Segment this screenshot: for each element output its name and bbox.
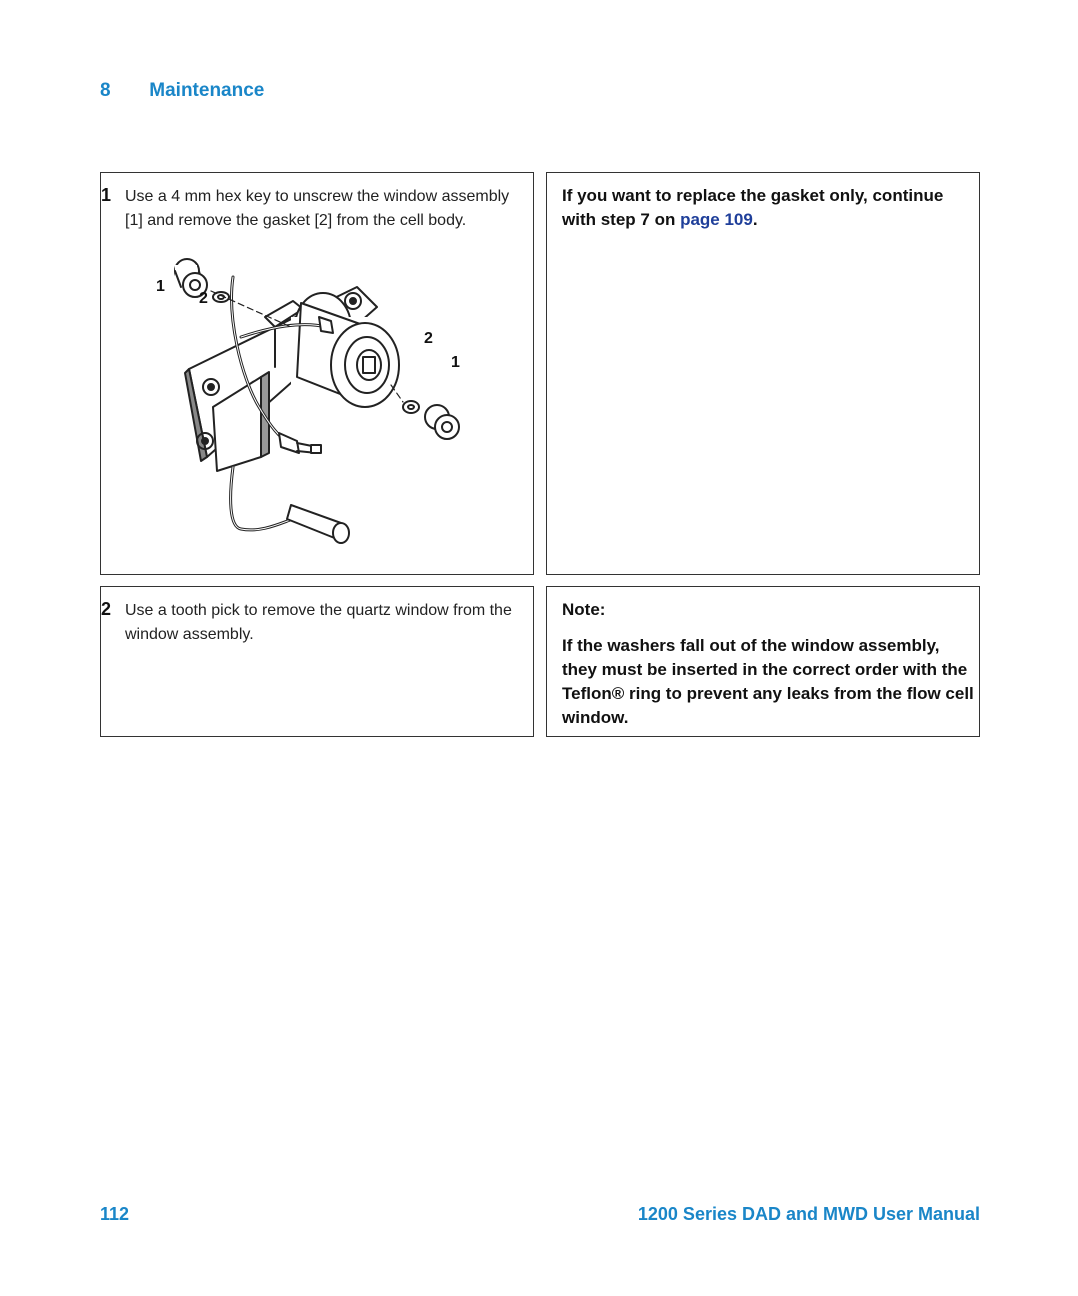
callout-gasket-left: 2 <box>199 290 208 307</box>
note-body: If the washers fall out of the window assembly, they must be inserted in the correct order with the Teflon® ring to prevent any leaks from the flow cell window. <box>562 636 974 727</box>
step-1-box <box>100 172 534 575</box>
note-box-washers <box>546 586 980 737</box>
step-2-box <box>100 586 534 737</box>
chapter-title: Maintenance <box>149 80 265 101</box>
step-number: 1 <box>101 185 112 205</box>
step-text: Use a 4 mm hex key to unscrew the window assembly [1] and remove the gasket [2] from the cell body. <box>125 188 510 229</box>
footer-page-number: 112 <box>100 1204 130 1224</box>
page-109-link[interactable]: page 109 <box>680 210 753 229</box>
note-content <box>562 598 975 742</box>
note-text-after: . <box>752 210 758 229</box>
note-box-gasket <box>546 172 980 575</box>
note-heading: Note: <box>562 600 606 619</box>
footer-manual-title: 1200 Series DAD and MWD User Manual <box>637 1204 980 1224</box>
chapter-number: 8 <box>100 80 111 101</box>
note-text <box>562 184 975 232</box>
callout-window-assembly-right: 1 <box>451 354 460 371</box>
callout-gasket-right: 2 <box>424 330 433 347</box>
step-text: Use a tooth pick to remove the quartz window from the window assembly. <box>125 602 512 643</box>
step-number: 2 <box>101 599 112 619</box>
flow-cell-window-assembly-illustration <box>141 257 481 567</box>
callout-window-assembly-left: 1 <box>156 278 165 295</box>
note-text-before: If you want to replace the gasket only, continue with step 7 on <box>562 186 944 229</box>
chapter-header <box>100 80 264 102</box>
